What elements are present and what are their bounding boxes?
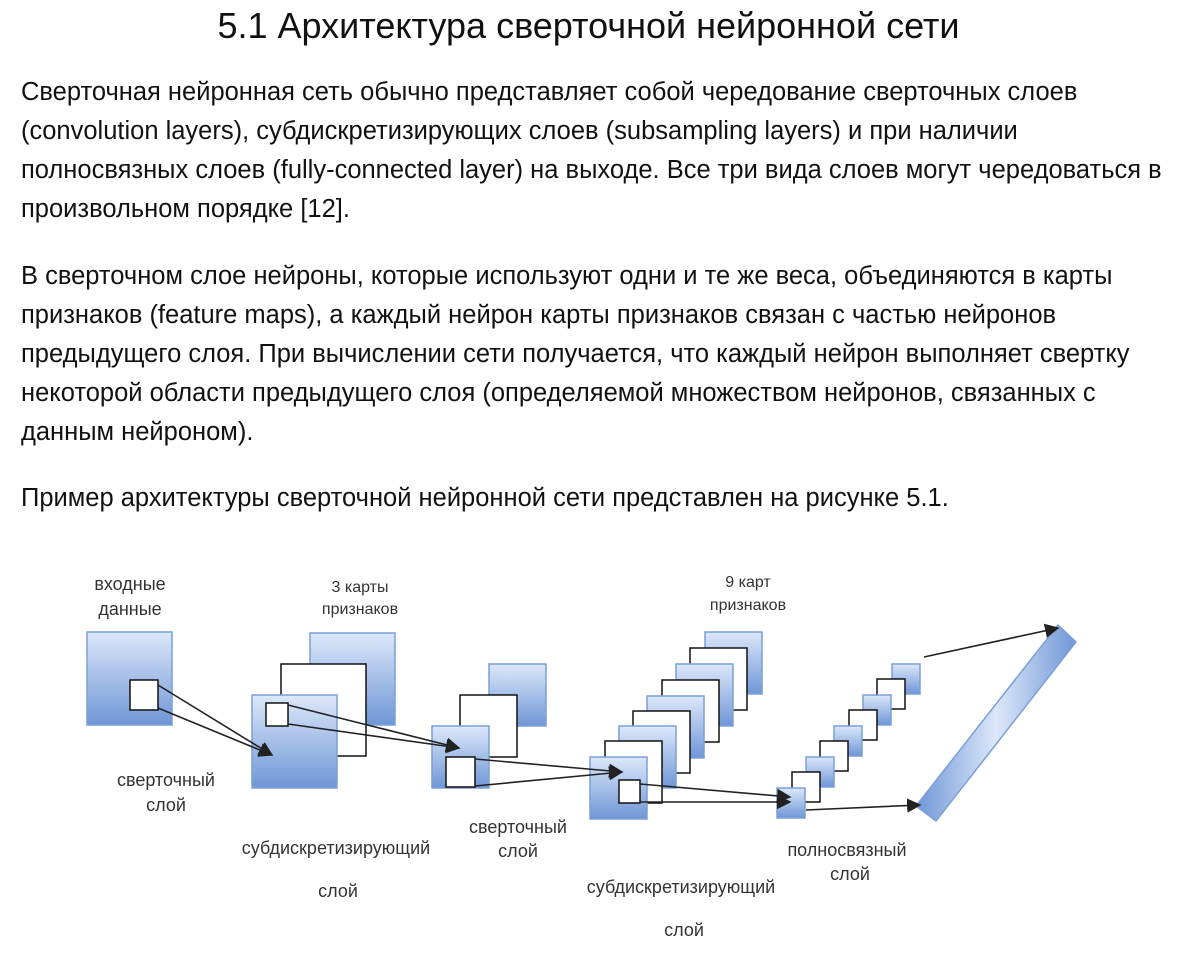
label-conv1-line1: сверточный [117, 770, 215, 790]
input-layer [87, 632, 172, 725]
paragraph-figure-reference: Пример архитектуры сверточной нейронной сети представлен на рисунке 5.1. [21, 484, 949, 512]
input-map [87, 632, 172, 725]
input-receptive-field [130, 680, 158, 710]
label-sub1-line2: слой [318, 881, 358, 901]
label-sub2-line1: субдискретизирующий [586, 877, 776, 897]
label-sub2-line2: слой [664, 920, 704, 940]
feature-map-front [252, 695, 337, 788]
label-conv2-line2: слой [498, 841, 538, 861]
label-conv1-line2: слой [146, 795, 186, 815]
label-3-maps-line1: 3 карты [331, 579, 389, 596]
subsampling-layer-2 [777, 664, 920, 818]
label-9-maps-line1: 9 карт [725, 574, 771, 591]
label-input-line1: входные [94, 574, 166, 594]
conv-layer-2 [590, 632, 762, 819]
conv2-receptive-field [619, 780, 640, 803]
label-9-maps-line2: признаков [709, 597, 787, 614]
paragraph-feature-maps: В сверточном слое нейроны, которые используют одни и те же веса, объединяются в карты признаков (feature maps), а каждый нейрон карты признаков связан с частью нейронов предыдущего слоя. При вычислении сети получается, что каждый нейрон выполняет свертку некоторой области предыдущего слоя (определяемой множеством нейронов, связанных с данным нейроном). [21, 262, 1130, 446]
sub1-receptive-field [446, 757, 475, 787]
paragraph-layers-overview: Сверточная нейронная сеть обычно представляет собой чередование сверточных слоев (convolution layers), субдискретизирующих слоев (subsampling layers) и при наличии полносвязных слоев (fully-connected layer) на выходе. Все три вида слоев могут чередоваться в произвольном порядке [12]. [21, 78, 1162, 223]
conv-layer-1 [252, 633, 395, 788]
label-fc-line2: слой [830, 864, 870, 884]
label-sub1-line1: субдискретизирующий [241, 838, 431, 858]
subsampling-layer-1 [432, 664, 546, 788]
label-fc-line1: полносвязный [787, 840, 907, 860]
cnn-architecture-figure [0, 560, 1177, 949]
label-conv2-line1: сверточный [469, 817, 567, 837]
section-heading: 5.1 Архитектура сверточной нейронной сети [217, 5, 960, 46]
fc-bar [916, 625, 1076, 821]
label-3-maps-line2: признаков [321, 601, 399, 618]
label-input-line2: данные [98, 599, 162, 619]
cnn-diagram [0, 560, 1177, 949]
sub2-map-front [777, 788, 805, 818]
conv1-receptive-field [266, 703, 288, 726]
fully-connected-layer [916, 625, 1076, 821]
